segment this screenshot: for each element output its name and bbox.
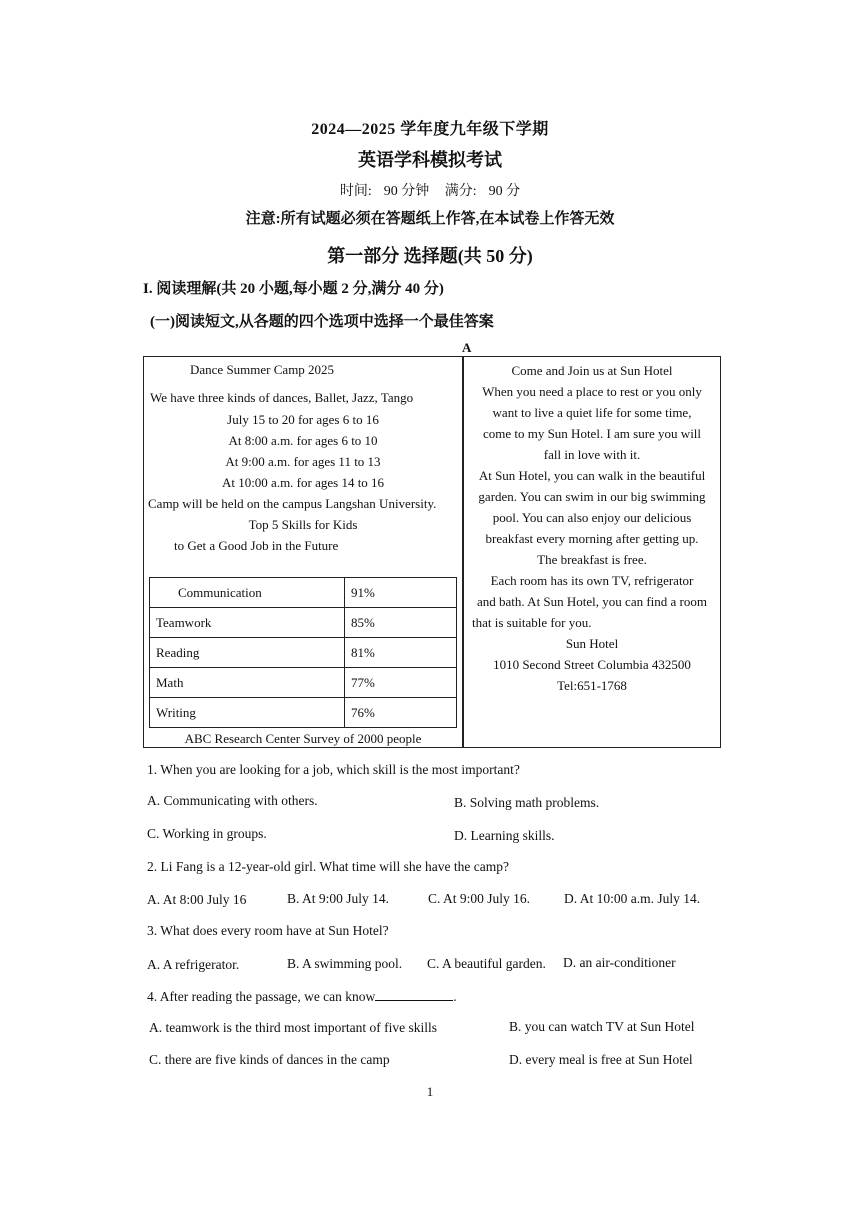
exam-title: 英语学科模拟考试 [358, 150, 502, 170]
time-value: 90 分钟 [383, 184, 430, 199]
percent-cell: 91% [345, 578, 457, 608]
hotel-name: Sun Hotel [565, 636, 619, 651]
hotel-address: 1010 Second Street Columbia 432500 [493, 657, 691, 672]
hotel-phone: Tel:651-1768 [557, 678, 627, 693]
score-value: 90 分 [488, 184, 521, 199]
percent-cell: 77% [345, 668, 457, 698]
skill-cell: Teamwork [150, 608, 345, 638]
q4-option-c: C. there are five kinds of dances in the camp [149, 1052, 390, 1067]
percent-cell: 76% [345, 698, 457, 728]
question-3: 3. What does every room have at Sun Hotel? [147, 923, 389, 938]
skills-heading: to Get a Good Job in the Future [174, 538, 339, 553]
hotel-line: Each room has its own TV, refrigerator [490, 573, 694, 588]
hotel-line: pool. You can also enjoy our delicious [492, 510, 692, 525]
page-number: 1 [426, 1084, 434, 1099]
hotel-line: At Sun Hotel, you can walk in the beautiful [478, 468, 706, 483]
q3-option-b: B. A swimming pool. [287, 956, 403, 971]
subsection-title: (一)阅读短文,从各题的四个选项中选择一个最佳答案 [150, 314, 494, 330]
skill-cell: Writing [150, 698, 345, 728]
question-1: 1. When you are looking for a job, which skill is the most important? [147, 762, 520, 777]
table-row [150, 668, 457, 698]
q3-option-c: C. A beautiful garden. [427, 956, 546, 971]
q4-option-b: B. you can watch TV at Sun Hotel [509, 1019, 695, 1034]
camp-line: At 10:00 a.m. for ages 14 to 16 [221, 475, 385, 490]
table-row [150, 608, 457, 638]
dance-camp-box [143, 356, 463, 748]
camp-line: July 15 to 20 for ages 6 to 16 [227, 412, 379, 427]
q3-option-a: A. A refrigerator. [147, 957, 240, 972]
hotel-line: fall in love with it. [543, 447, 641, 462]
q4-option-a: A. teamwork is the third most important of five skills [149, 1020, 437, 1035]
exam-meta [0, 180, 860, 200]
camp-line: At 8:00 a.m. for ages 6 to 10 [228, 433, 378, 448]
answer-blank [375, 988, 453, 1001]
table-row [150, 698, 457, 728]
passage-label: A [462, 340, 472, 355]
hotel-line: that is suitable for you. [472, 615, 592, 630]
exam-notice: 注意:所有试题必须在答题纸上作答,在本试卷上作答无效 [245, 211, 615, 227]
term-title: 2024—2025 学年度九年级下学期 [311, 121, 549, 138]
hotel-title: Come and Join us at Sun Hotel [511, 363, 673, 378]
skills-table [149, 577, 457, 728]
sun-hotel-box [463, 356, 721, 748]
question-2: 2. Li Fang is a 12-year-old girl. What time will she have the camp? [147, 859, 510, 874]
hotel-line: want to live a quiet life for some time, [492, 405, 692, 420]
hotel-line: and bath. At Sun Hotel, you can find a room [477, 594, 707, 609]
hotel-line: breakfast every morning after getting up. [485, 531, 699, 546]
skills-heading: Top 5 Skills for Kids [248, 517, 358, 532]
q1-option-a: A. Communicating with others. [147, 793, 318, 808]
skill-cell: Math [150, 668, 345, 698]
survey-caption: ABC Research Center Survey of 2000 people [184, 731, 422, 746]
q2-option-b: B. At 9:00 July 14. [287, 891, 390, 906]
hotel-line: come to my Sun Hotel. I am sure you will [482, 426, 702, 441]
table-row [150, 638, 457, 668]
percent-cell: 85% [345, 608, 457, 638]
skill-cell: Communication [150, 578, 345, 608]
skill-cell: Reading [150, 638, 345, 668]
question-4-stem: 4. After reading the passage, we can know [147, 989, 376, 1004]
camp-line: We have three kinds of dances, Ballet, Jazz, Tango [150, 390, 414, 405]
hotel-line: garden. You can swim in our big swimming [478, 489, 706, 504]
question-4: 4. After reading the passage, we can know . [147, 989, 457, 1004]
q2-option-a: A. At 8:00 July 16 [147, 892, 247, 907]
camp-title: Dance Summer Camp 2025 [190, 362, 335, 377]
q3-option-d: D. an air-conditioner [563, 955, 676, 970]
q1-option-d: D. Learning skills. [454, 828, 555, 843]
time-label: 时间: [339, 184, 372, 199]
q4-option-d: D. every meal is free at Sun Hotel [509, 1052, 693, 1067]
table-row [150, 578, 457, 608]
camp-line: Camp will be held on the campus Langshan University. [148, 496, 437, 511]
score-label: 满分: [444, 184, 477, 199]
camp-line: At 9:00 a.m. for ages 11 to 13 [225, 454, 381, 469]
hotel-line: When you need a place to rest or you only [482, 384, 702, 399]
q2-option-c: C. At 9:00 July 16. [428, 891, 531, 906]
percent-cell: 81% [345, 638, 457, 668]
q1-option-b: B. Solving math problems. [454, 795, 600, 810]
q2-option-d: D. At 10:00 a.m. July 14. [564, 891, 701, 906]
q1-option-c: C. Working in groups. [147, 826, 267, 841]
section-title: I. 阅读理解(共 20 小题,每小题 2 分,满分 40 分) [143, 281, 444, 297]
hotel-line: The breakfast is free. [537, 552, 647, 567]
part-title: 第一部分 选择题(共 50 分) [327, 246, 533, 266]
